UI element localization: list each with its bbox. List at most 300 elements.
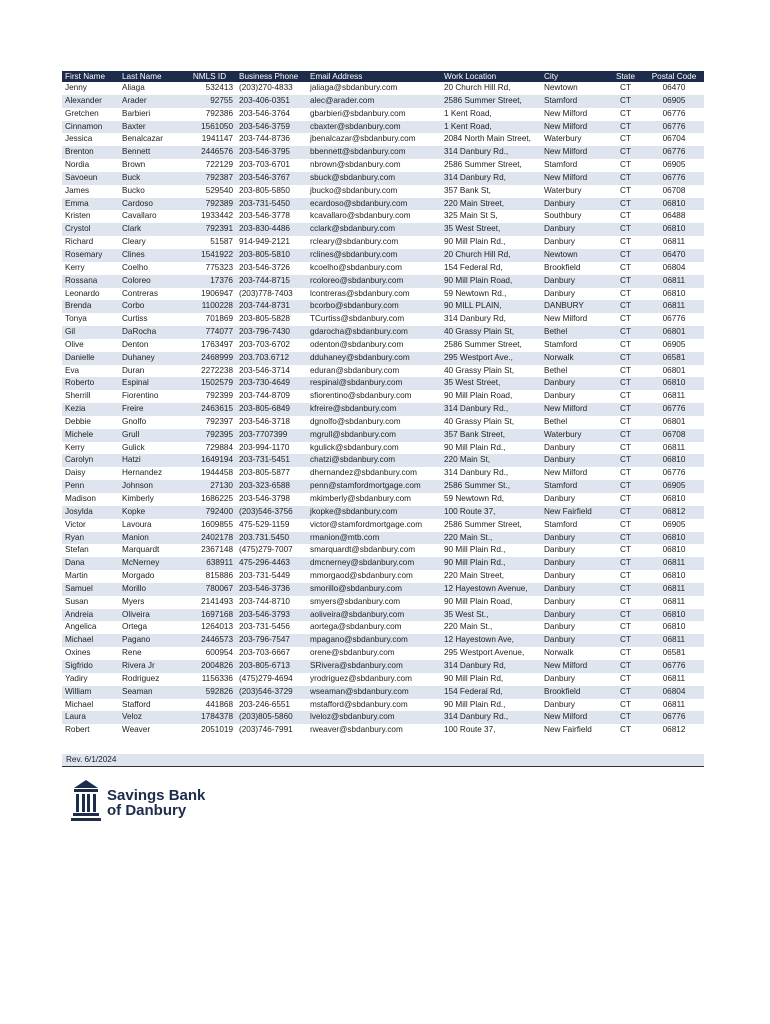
cell-nmls-id: 792391 bbox=[183, 223, 236, 236]
cell-work-location: 100 Route 37, bbox=[441, 506, 541, 519]
cell-postal-code: 06776 bbox=[644, 403, 704, 416]
column-header-last-name: Last Name bbox=[119, 71, 183, 82]
cell-email: ecardoso@sbdanbury.com bbox=[307, 198, 441, 211]
cell-business-phone: 203-830-4486 bbox=[236, 223, 307, 236]
table-row bbox=[62, 519, 704, 532]
cell-email: kcoelho@sbdanbury.com bbox=[310, 262, 402, 272]
cell-business-phone: 203-730-4649 bbox=[236, 377, 307, 390]
cell-first-name: Savoeun bbox=[62, 172, 119, 185]
cell-business-phone: 203-546-3764 bbox=[239, 108, 290, 118]
cell-postal-code: 06811 bbox=[662, 391, 686, 401]
table-row bbox=[62, 185, 704, 198]
cell-postal-code: 06810 bbox=[644, 223, 704, 236]
table-row bbox=[62, 557, 704, 570]
cell-business-phone: 203-731-5450 bbox=[236, 198, 307, 211]
table-row bbox=[62, 596, 704, 609]
cell-work-location: 357 Bank Street, bbox=[441, 429, 541, 442]
cell-email: rmanion@mtb.com bbox=[307, 532, 441, 545]
cell-nmls-id: 792395 bbox=[183, 429, 236, 442]
cell-postal-code: 06708 bbox=[644, 429, 704, 442]
cell-state: CT bbox=[620, 391, 631, 401]
cell-work-location: 2586 Summer Street, bbox=[441, 95, 541, 108]
cell-first-name: Samuel bbox=[62, 583, 119, 596]
table-row bbox=[62, 249, 704, 262]
cell-first-name: Kerry bbox=[65, 262, 85, 272]
cell-work-location: 59 Newtown Rd, bbox=[444, 494, 505, 503]
cell-first-name: Susan bbox=[65, 596, 89, 606]
cell-postal-code: 06905 bbox=[662, 160, 686, 170]
cell-work-location: 295 Westport Avenue, bbox=[444, 648, 525, 658]
cell-nmls-id: 1561050 bbox=[183, 121, 236, 134]
table-row bbox=[62, 532, 704, 545]
table-row bbox=[62, 210, 704, 223]
cell-business-phone: 203-805-6849 bbox=[236, 403, 307, 416]
cell-city: New Milford bbox=[541, 172, 607, 185]
cell-work-location: 12 Hayestown Ave, bbox=[441, 634, 541, 647]
table-row bbox=[62, 108, 704, 121]
cell-first-name: Crystol bbox=[62, 223, 119, 236]
cell-business-phone: 203-744-8709 bbox=[239, 391, 290, 401]
cell-nmls-id: 600954 bbox=[205, 648, 233, 658]
cell-first-name: Jessica bbox=[65, 134, 93, 144]
cell-business-phone: 203-406-0351 bbox=[236, 95, 307, 108]
table-row bbox=[62, 454, 704, 467]
cell-email: chatzi@sbdanbury.com bbox=[307, 454, 441, 467]
cell-business-phone: (475)279-4694 bbox=[239, 673, 293, 683]
table-row bbox=[62, 699, 704, 712]
cell-postal-code: 06581 bbox=[662, 648, 686, 658]
cell-first-name: Robert bbox=[65, 725, 90, 735]
cell-email: yrodriguez@sbdanbury.com bbox=[310, 673, 412, 683]
cell-state: CT bbox=[620, 339, 631, 349]
cell-postal-code: 06804 bbox=[644, 686, 704, 699]
cell-city: Bethel bbox=[541, 326, 607, 339]
cell-work-location: 59 Newtown Rd., bbox=[444, 288, 507, 298]
cell-first-name: Olive bbox=[65, 339, 84, 349]
cell-last-name: Hernandez bbox=[122, 468, 163, 478]
table-row bbox=[62, 711, 704, 724]
cell-work-location: 90 Mill Plain Rd., bbox=[444, 442, 506, 452]
table-row bbox=[62, 621, 704, 634]
cell-last-name: Coloreo bbox=[119, 275, 183, 288]
cell-state: CT bbox=[620, 699, 631, 709]
cell-city: Norwalk bbox=[544, 648, 574, 658]
cell-postal-code: 06810 bbox=[662, 494, 686, 503]
cell-email: dduhaney@sbdanbury.com bbox=[307, 352, 441, 365]
cell-postal-code: 06810 bbox=[644, 532, 704, 545]
cell-state: CT bbox=[620, 519, 631, 529]
cell-business-phone: 203.731.5450 bbox=[236, 532, 307, 545]
cell-work-location: 90 Mill Plain Road, bbox=[444, 391, 513, 401]
cell-business-phone: 203-805-5850 bbox=[239, 185, 290, 195]
cell-email: dmcnerney@sbdanbury.com bbox=[307, 557, 441, 570]
cell-state: CT bbox=[620, 211, 631, 221]
cell-last-name: Johnson bbox=[119, 480, 183, 493]
cell-email: gbarbieri@sbdanbury.com bbox=[310, 108, 406, 118]
cell-state: CT bbox=[620, 442, 631, 452]
cell-last-name: Clark bbox=[119, 223, 183, 236]
cell-state: CT bbox=[620, 237, 631, 247]
cell-last-name: Baxter bbox=[119, 121, 183, 134]
cell-postal-code: 06776 bbox=[644, 711, 704, 724]
cell-first-name: Sigfrido bbox=[62, 660, 119, 673]
cell-state: CT bbox=[620, 185, 631, 195]
cell-city: Danbury bbox=[544, 494, 575, 503]
cell-last-name: Manion bbox=[119, 532, 183, 545]
cell-nmls-id: 2367148 bbox=[201, 545, 233, 555]
cell-last-name: Fiorentino bbox=[122, 391, 159, 401]
cell-business-phone: 203-744-8710 bbox=[239, 596, 290, 606]
cell-last-name: Stafford bbox=[122, 699, 151, 709]
cell-last-name: Rene bbox=[122, 648, 142, 658]
column-header-work-location: Work Location bbox=[441, 71, 541, 82]
cell-first-name: Brenton bbox=[62, 146, 119, 159]
cell-last-name: Coelho bbox=[122, 262, 148, 272]
cell-last-name: Bennett bbox=[119, 146, 183, 159]
cell-last-name: Seaman bbox=[119, 686, 183, 699]
cell-city: New Milford bbox=[544, 108, 588, 118]
cell-business-phone: 203-546-3778 bbox=[239, 211, 290, 221]
cell-postal-code: 06488 bbox=[662, 211, 686, 221]
cell-first-name: Andreia bbox=[62, 609, 119, 622]
cell-email: mkimberly@sbdanbury.com bbox=[310, 494, 411, 503]
cell-state: CT bbox=[620, 622, 631, 632]
table-row bbox=[62, 146, 704, 159]
cell-state: CT bbox=[620, 596, 631, 606]
cell-email: nbrown@sbdanbury.com bbox=[310, 160, 401, 170]
cell-state: CT bbox=[607, 198, 644, 211]
cell-email: wseaman@sbdanbury.com bbox=[307, 686, 441, 699]
cell-nmls-id: 1541922 bbox=[183, 249, 236, 262]
cell-city: Danbury bbox=[544, 673, 575, 683]
cell-state: CT bbox=[620, 83, 631, 92]
cell-city: Norwalk bbox=[541, 352, 607, 365]
cell-business-phone: 203-246-6551 bbox=[239, 699, 290, 709]
cell-email: TCurtiss@sbdanbury.com bbox=[310, 314, 405, 324]
cell-state: CT bbox=[607, 609, 644, 622]
cell-city: New Milford bbox=[541, 146, 607, 159]
cell-city: New Milford bbox=[544, 314, 588, 324]
cell-last-name: Buck bbox=[119, 172, 183, 185]
cell-postal-code: 06811 bbox=[662, 596, 686, 606]
cell-state: CT bbox=[620, 314, 631, 324]
table-row bbox=[62, 416, 704, 429]
cell-first-name: Kerry bbox=[65, 442, 85, 452]
cell-work-location: 220 Main Street, bbox=[441, 198, 541, 211]
cell-nmls-id: 792389 bbox=[183, 198, 236, 211]
cell-email: dhernandez@sbdanbury.com bbox=[310, 468, 417, 478]
cell-postal-code: 06811 bbox=[644, 275, 704, 288]
cell-work-location: 40 Grassy Plain St, bbox=[441, 326, 541, 339]
cell-state: CT bbox=[607, 223, 644, 236]
table-row bbox=[62, 442, 704, 455]
cell-work-location: 12 Hayestown Avenue, bbox=[441, 583, 541, 596]
cell-first-name: Yadiry bbox=[65, 673, 88, 683]
table-row bbox=[62, 480, 704, 493]
table-row bbox=[62, 390, 704, 403]
cell-postal-code: 06470 bbox=[644, 249, 704, 262]
cell-nmls-id: 780067 bbox=[183, 583, 236, 596]
footer-bar bbox=[62, 754, 704, 767]
cell-city: Waterbury bbox=[544, 185, 582, 195]
table-row bbox=[62, 159, 704, 172]
cell-business-phone: 203-805-5877 bbox=[239, 468, 290, 478]
cell-last-name: Grull bbox=[119, 429, 183, 442]
cell-last-name: Curtiss bbox=[122, 314, 148, 324]
cell-first-name: Debbie bbox=[65, 416, 91, 426]
cell-business-phone: 203-546-3795 bbox=[236, 146, 307, 159]
cell-email: cbaxter@sbdanbury.com bbox=[307, 121, 441, 134]
cell-business-phone: (475)279-7007 bbox=[239, 545, 293, 555]
cell-first-name: Jenny bbox=[65, 83, 87, 92]
table-row bbox=[62, 686, 704, 699]
cell-city: New Milford bbox=[541, 121, 607, 134]
cell-first-name: Daisy bbox=[65, 468, 86, 478]
cell-email: smyers@sbdanbury.com bbox=[310, 596, 401, 606]
cell-work-location: 20 Church Hill Rd, bbox=[444, 83, 511, 92]
cell-email: odenton@sbdanbury.com bbox=[310, 339, 404, 349]
cell-nmls-id: 815886 bbox=[205, 571, 233, 581]
logo-text-line1: Savings Bank bbox=[107, 786, 206, 804]
cell-work-location: 35 West St., bbox=[441, 609, 541, 622]
cell-work-location: 90 MILL PLAIN, bbox=[441, 300, 541, 313]
table-row bbox=[62, 95, 704, 108]
cell-nmls-id: 1100228 bbox=[183, 300, 236, 313]
cell-postal-code: 06776 bbox=[644, 172, 704, 185]
cell-email: SRivera@sbdanbury.com bbox=[307, 660, 441, 673]
cell-nmls-id: 638911 bbox=[183, 557, 236, 570]
cell-city: DANBURY bbox=[541, 300, 607, 313]
cell-email: mgrull@sbdanbury.com bbox=[307, 429, 441, 442]
cell-last-name: Myers bbox=[122, 596, 145, 606]
cell-nmls-id: 1686225 bbox=[201, 494, 233, 503]
cell-postal-code: 06810 bbox=[644, 609, 704, 622]
cell-business-phone: (203)746-7991 bbox=[239, 725, 293, 735]
cell-first-name: Kristen bbox=[65, 211, 91, 221]
cell-work-location: 40 Grassy Plain St, bbox=[444, 416, 515, 426]
cell-first-name: Kezia bbox=[62, 403, 119, 416]
cell-work-location: 90 Mill Plain Road, bbox=[444, 596, 513, 606]
cell-state: CT bbox=[620, 648, 631, 658]
cell-email: kcavallaro@sbdanbury.com bbox=[310, 211, 411, 221]
cell-first-name: Brenda bbox=[62, 300, 119, 313]
cell-state: CT bbox=[607, 583, 644, 596]
cell-nmls-id: 17376 bbox=[183, 275, 236, 288]
cell-email: rweaver@sbdanbury.com bbox=[310, 725, 403, 735]
cell-last-name: Cavallaro bbox=[122, 211, 157, 221]
cell-nmls-id: 775323 bbox=[205, 262, 233, 272]
cell-postal-code: 06810 bbox=[644, 377, 704, 390]
cell-nmls-id: 1784378 bbox=[183, 711, 236, 724]
cell-postal-code: 06776 bbox=[662, 314, 686, 324]
cell-business-phone: 203-546-3736 bbox=[236, 583, 307, 596]
cell-email: rclines@sbdanbury.com bbox=[307, 249, 441, 262]
cell-first-name: Oxines bbox=[65, 648, 91, 658]
cell-city: Danbury bbox=[544, 545, 575, 555]
cell-last-name: Rodriguez bbox=[122, 673, 160, 683]
cell-email: aoliveira@sbdanbury.com bbox=[307, 609, 441, 622]
cell-city: New Milford bbox=[541, 660, 607, 673]
cell-last-name: Hatzi bbox=[119, 454, 183, 467]
cell-business-phone: 203-546-3793 bbox=[236, 609, 307, 622]
cell-nmls-id: 592826 bbox=[183, 686, 236, 699]
cell-work-location: 314 Danbury Rd, bbox=[441, 172, 541, 185]
cell-work-location: 90 Mill Plain Rd., bbox=[441, 557, 541, 570]
cell-work-location: 1 Kent Road, bbox=[441, 121, 541, 134]
cell-business-phone: 203-744-8731 bbox=[236, 300, 307, 313]
cell-work-location: 314 Danbury Rd, bbox=[441, 660, 541, 673]
cell-city: Waterbury bbox=[541, 429, 607, 442]
cell-email: kfreire@sbdanbury.com bbox=[307, 403, 441, 416]
cell-postal-code: 06810 bbox=[662, 622, 686, 632]
table-row bbox=[62, 506, 704, 519]
bank-logo bbox=[71, 776, 205, 829]
cell-nmls-id: 529540 bbox=[205, 185, 233, 195]
cell-nmls-id: 1264013 bbox=[201, 622, 233, 632]
cell-work-location: 220 Main St, bbox=[441, 454, 541, 467]
cell-business-phone: 203-703-6701 bbox=[239, 160, 290, 170]
cell-last-name: Arader bbox=[119, 95, 183, 108]
revision-date: Rev. 6/1/2024 bbox=[66, 755, 117, 764]
cell-first-name: Cinnamon bbox=[62, 121, 119, 134]
cell-first-name: William bbox=[62, 686, 119, 699]
cell-state: CT bbox=[607, 660, 644, 673]
cell-state: CT bbox=[620, 468, 631, 478]
cell-nmls-id: 1941147 bbox=[201, 134, 233, 144]
table-row bbox=[62, 288, 704, 301]
cell-nmls-id: 792387 bbox=[183, 172, 236, 185]
cell-first-name: Alexander bbox=[62, 95, 119, 108]
table-row bbox=[62, 647, 704, 660]
cell-work-location: 2586 Summer Street, bbox=[444, 160, 522, 170]
cell-email: dgnolfo@sbdanbury.com bbox=[310, 416, 401, 426]
cell-state: CT bbox=[620, 160, 631, 170]
cell-work-location: 35 West Street, bbox=[441, 377, 541, 390]
cell-first-name: Richard bbox=[65, 237, 94, 247]
cell-state: CT bbox=[607, 352, 644, 365]
cell-city: Stamford bbox=[544, 519, 578, 529]
cell-email: rcleary@sbdanbury.com bbox=[310, 237, 399, 247]
staff-directory-sheet bbox=[62, 71, 704, 737]
cell-business-phone: 203-546-3759 bbox=[236, 121, 307, 134]
cell-city: Southbury bbox=[544, 211, 582, 221]
cell-state: CT bbox=[620, 571, 631, 581]
cell-last-name: Freire bbox=[119, 403, 183, 416]
cell-state: CT bbox=[620, 288, 631, 298]
cell-email: gdarocha@sbdanbury.com bbox=[307, 326, 441, 339]
cell-nmls-id: 774077 bbox=[183, 326, 236, 339]
cell-business-phone: 203-744-8715 bbox=[236, 275, 307, 288]
logo-text-line2: of Danbury bbox=[107, 801, 187, 819]
cell-first-name: Carolyn bbox=[62, 454, 119, 467]
cell-work-location: 2586 Summer St., bbox=[441, 480, 541, 493]
cell-email: respinal@sbdanbury.com bbox=[307, 377, 441, 390]
cell-work-location: 220 Main St., bbox=[444, 622, 493, 632]
cell-business-phone: 203-805-5810 bbox=[236, 249, 307, 262]
cell-email: smorillo@sbdanbury.com bbox=[307, 583, 441, 596]
cell-first-name: Leonardo bbox=[65, 288, 100, 298]
cell-business-phone: (203)270-4833 bbox=[239, 83, 293, 92]
cell-postal-code: 06905 bbox=[644, 95, 704, 108]
cell-city: Danbury bbox=[541, 223, 607, 236]
cell-state: CT bbox=[607, 146, 644, 159]
cell-first-name: Penn bbox=[62, 480, 119, 493]
cell-last-name: Aliaga bbox=[122, 83, 145, 92]
cell-postal-code: 06811 bbox=[644, 300, 704, 313]
cell-last-name: Morillo bbox=[119, 583, 183, 596]
cell-work-location: 2084 North Main Street, bbox=[444, 134, 531, 144]
cell-business-phone: 203-744-8736 bbox=[239, 134, 290, 144]
cell-state: CT bbox=[607, 711, 644, 724]
cell-state: CT bbox=[607, 557, 644, 570]
cell-city: New Milford bbox=[544, 468, 588, 478]
cell-city: Bethel bbox=[544, 416, 568, 426]
cell-last-name: Barbieri bbox=[122, 108, 151, 118]
cell-work-location: 90 Mill Plain Road, bbox=[441, 275, 541, 288]
cell-work-location: 90 Mill Plain Rd., bbox=[444, 237, 506, 247]
table-row bbox=[62, 634, 704, 647]
cell-city: Brookfield bbox=[544, 262, 581, 272]
cell-postal-code: 06905 bbox=[644, 480, 704, 493]
cell-first-name: Danielle bbox=[62, 352, 119, 365]
cell-nmls-id: 1933442 bbox=[201, 211, 233, 221]
cell-state: CT bbox=[607, 454, 644, 467]
cell-city: Danbury bbox=[541, 377, 607, 390]
table-row bbox=[62, 570, 704, 583]
cell-first-name: Rosemary bbox=[62, 249, 119, 262]
cell-nmls-id: 27130 bbox=[183, 480, 236, 493]
table-row bbox=[62, 673, 704, 686]
cell-state: CT bbox=[607, 403, 644, 416]
cell-last-name: Duhaney bbox=[119, 352, 183, 365]
cell-work-location: 154 Federal Rd, bbox=[444, 262, 503, 272]
cell-nmls-id: 2141493 bbox=[201, 596, 233, 606]
table-row bbox=[62, 352, 704, 365]
cell-email: victor@stamfordmortgage.com bbox=[310, 519, 423, 529]
cell-postal-code: 06905 bbox=[662, 519, 686, 529]
cell-last-name: Gulick bbox=[122, 442, 145, 452]
cell-postal-code: 06905 bbox=[662, 339, 686, 349]
cell-city: Danbury bbox=[541, 454, 607, 467]
cell-nmls-id: 2004826 bbox=[183, 660, 236, 673]
cell-business-phone: 203-796-7430 bbox=[236, 326, 307, 339]
cell-business-phone: 203-546-3767 bbox=[236, 172, 307, 185]
cell-postal-code: 06812 bbox=[662, 725, 686, 735]
cell-business-phone: 203-703-6667 bbox=[239, 648, 290, 658]
cell-city: Danbury bbox=[544, 442, 575, 452]
cell-postal-code: 06811 bbox=[662, 237, 686, 247]
column-header-city: City bbox=[541, 71, 607, 82]
table-row bbox=[62, 133, 704, 146]
cell-last-name: Benalcazar bbox=[122, 134, 163, 144]
cell-first-name: Michele bbox=[62, 429, 119, 442]
cell-city: Brookfield bbox=[541, 686, 607, 699]
table-row bbox=[62, 223, 704, 236]
cell-nmls-id: 92755 bbox=[183, 95, 236, 108]
cell-city: Stamford bbox=[544, 339, 578, 349]
cell-business-phone: 203-805-5828 bbox=[239, 314, 290, 324]
cell-email: bbennett@sbdanbury.com bbox=[307, 146, 441, 159]
cell-state: CT bbox=[620, 545, 631, 555]
cell-business-phone: 203-546-3718 bbox=[239, 416, 290, 426]
cell-first-name: Madison bbox=[65, 494, 96, 503]
table-row bbox=[62, 172, 704, 185]
cell-city: Newtown bbox=[541, 249, 607, 262]
cell-business-phone: 203-731-5451 bbox=[236, 454, 307, 467]
cell-state: CT bbox=[607, 275, 644, 288]
cell-nmls-id: 792386 bbox=[205, 108, 233, 118]
cell-nmls-id: 532413 bbox=[205, 83, 233, 92]
